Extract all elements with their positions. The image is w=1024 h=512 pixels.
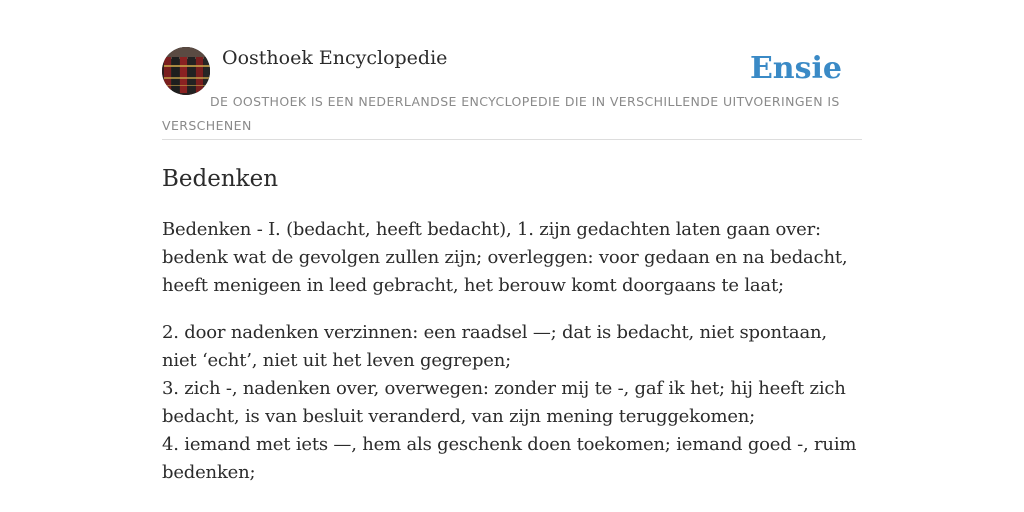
header-divider (162, 139, 862, 140)
definition-line: 2. door nadenken verzinnen: een raadsel —; dat is bedacht, niet spontaan, niet ‘echt’, niet uit het leven gegrepen; (162, 322, 827, 371)
definition-line: 3. zich -, nadenken over, overwegen: zonder mij te -, gaf ik het; hij heeft zich bedacht, is van besluit veranderd, van zijn mening teruggekomen; (162, 378, 846, 427)
article-content (162, 216, 862, 487)
site-name[interactable]: Oosthoek Encyclopedie (222, 47, 448, 69)
encyclopedia-books-icon (162, 47, 210, 95)
definition-line: 4. iemand met iets —, hem als geschenk doen toekomen; iemand goed -, ruim bedenken; (162, 434, 857, 483)
site-tagline: DE OOSTHOEK IS EEN NEDERLANDSE ENCYCLOPEDIE DIE IN VERSCHILLENDE UITVOERINGEN IS VERSCHENEN (162, 94, 840, 133)
page-title: Bedenken (162, 166, 279, 192)
definition-paragraph: Bedenken - I. (bedacht, heeft bedacht), 1. zijn gedachten laten gaan over: bedenk wat de gevolgen zullen zijn; overleggen: voor gedaan en na bedacht, heeft menigeen in leed gebracht, het berouw komt doorgaans te laat; (162, 219, 848, 296)
site-logo[interactable] (162, 47, 210, 95)
brand-logo[interactable]: Ensie (749, 51, 842, 86)
